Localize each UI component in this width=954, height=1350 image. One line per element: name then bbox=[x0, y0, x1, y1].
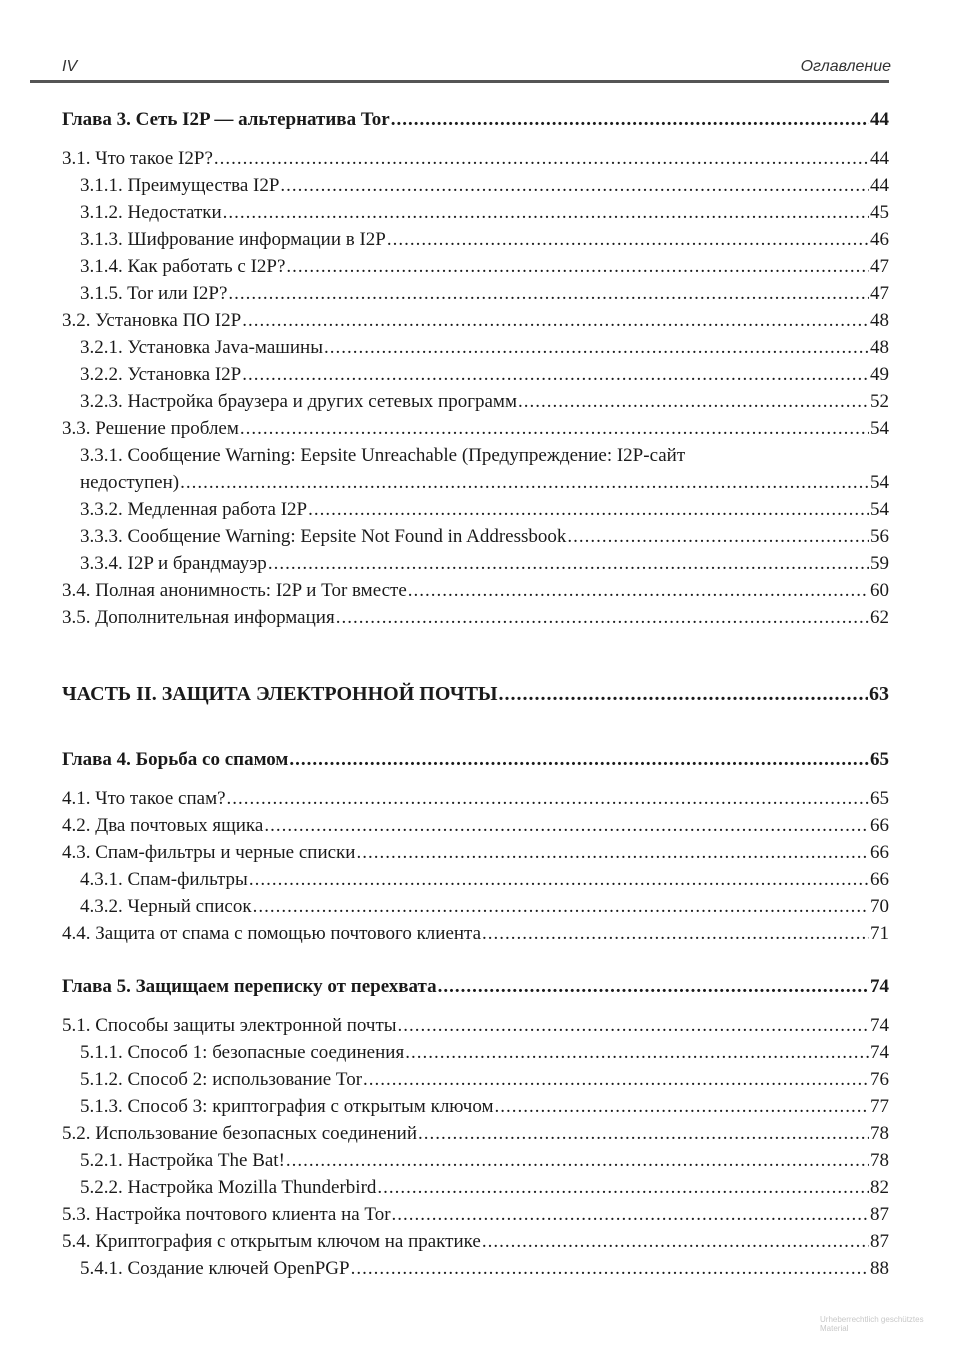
toc-entry-3-1-1[interactable]: 3.1.1. Преимущества I2P ..... 44 bbox=[62, 174, 889, 198]
toc-entry-5-1-3[interactable]: 5.1.3. Способ 3: криптография с открытым ключом ..... 77 bbox=[62, 1095, 889, 1119]
toc-entry-3-5[interactable]: 3.5. Дополнительная информация ..... 62 bbox=[62, 606, 889, 630]
toc-entry-3-3-4[interactable]: 3.3.4. I2P и брандмауэр ..... 59 bbox=[62, 552, 889, 576]
toc-entry-3-2-2[interactable]: 3.2.2. Установка I2P ..... 49 bbox=[62, 363, 889, 387]
toc-entry-5-3[interactable]: 5.3. Настройка почтового клиента на Tor ..... 87 bbox=[62, 1203, 889, 1227]
toc-entry-5-1-1[interactable]: 5.1.1. Способ 1: безопасные соединения ..... 74 bbox=[62, 1041, 889, 1065]
toc-part-2[interactable]: ЧАСТЬ II. ЗАЩИТА ЭЛЕКТРОННОЙ ПОЧТЫ ..... 63 bbox=[62, 682, 889, 706]
toc-entry-3-1-5[interactable]: 3.1.5. Tor или I2P? ..... 47 bbox=[62, 282, 889, 306]
toc-entry-3-3-2[interactable]: 3.3.2. Медленная работа I2P ..... 54 bbox=[62, 498, 889, 522]
toc-entry-3-4[interactable]: 3.4. Полная анонимность: I2P и Tor вместе ..... 60 bbox=[62, 579, 889, 603]
toc-entry-5-2-2[interactable]: 5.2.2. Настройка Mozilla Thunderbird ..... 82 bbox=[62, 1176, 889, 1200]
toc-entry-4-4[interactable]: 4.4. Защита от спама с помощью почтового клиента ..... 71 bbox=[62, 922, 889, 946]
toc-entry-3-1[interactable]: 3.1. Что такое I2P? ..... 44 bbox=[62, 147, 889, 171]
toc-entry-3-3-1[interactable]: недоступен) ..... 54 bbox=[62, 471, 889, 495]
running-title: Оглавление bbox=[800, 58, 891, 75]
toc-chapter-3[interactable]: Глава 3. Сеть I2P — альтернатива Tor ..... 44 bbox=[62, 108, 889, 132]
toc-entry-5-4-1[interactable]: 5.4.1. Создание ключей OpenPGP ..... 88 bbox=[62, 1257, 889, 1281]
toc-entry-3-3-3[interactable]: 3.3.3. Сообщение Warning: Eepsite Not Found in Addressbook ..... 56 bbox=[62, 525, 889, 549]
toc-entry-5-4[interactable]: 5.4. Криптография с открытым ключом на практике ..... 87 bbox=[62, 1230, 889, 1254]
toc-entry-3-1-4[interactable]: 3.1.4. Как работать с I2P? ..... 47 bbox=[62, 255, 889, 279]
toc-entry-3-2-1[interactable]: 3.2.1. Установка Java-машины ..... 48 bbox=[62, 336, 889, 360]
toc-entry-5-1[interactable]: 5.1. Способы защиты электронной почты ..... 74 bbox=[62, 1014, 889, 1038]
toc-entry-5-2[interactable]: 5.2. Использование безопасных соединений ..... 78 bbox=[62, 1122, 889, 1146]
toc-entry-4-1[interactable]: 4.1. Что такое спам? ..... 65 bbox=[62, 787, 889, 811]
toc-entry-3-1-2[interactable]: 3.1.2. Недостатки ..... 45 bbox=[62, 201, 889, 225]
page-number: IV bbox=[62, 58, 78, 75]
toc-chapter-5[interactable]: Глава 5. Защищаем переписку от перехвата ..... 74 bbox=[62, 975, 889, 999]
toc-entry-5-2-1[interactable]: 5.2.1. Настройка The Bat! ..... 78 bbox=[62, 1149, 889, 1173]
toc-entry-4-3[interactable]: 4.3. Спам-фильтры и черные списки ..... 66 bbox=[62, 841, 889, 865]
toc-entry-4-2[interactable]: 4.2. Два почтовых ящика ..... 66 bbox=[62, 814, 889, 838]
toc-entry-3-2-3[interactable]: 3.2.3. Настройка браузера и других сетевых программ ..... 52 bbox=[62, 390, 889, 414]
toc-entry-4-3-1[interactable]: 4.3.1. Спам-фильтры ..... 66 bbox=[62, 868, 889, 892]
toc-entry-5-1-2[interactable]: 5.1.2. Способ 2: использование Tor ..... 76 bbox=[62, 1068, 889, 1092]
page-header bbox=[62, 58, 891, 80]
toc-entry-3-1-3[interactable]: 3.1.3. Шифрование информации в I2P ..... 46 bbox=[62, 228, 889, 252]
toc-chapter-4[interactable]: Глава 4. Борьба со спамом ..... 65 bbox=[62, 748, 889, 772]
copyright-watermark: Urheberrechtlich geschütztes Material bbox=[820, 1315, 924, 1333]
header-rule bbox=[30, 80, 889, 83]
toc-entry-3-3[interactable]: 3.3. Решение проблем ..... 54 bbox=[62, 417, 889, 441]
toc-entry-4-3-2[interactable]: 4.3.2. Черный список ..... 70 bbox=[62, 895, 889, 919]
toc-entry-3-3-1-line1[interactable]: 3.3.1. Сообщение Warning: Eepsite Unreachable (Предупреждение: I2P-сайт bbox=[80, 445, 686, 466]
toc-entry-3-2[interactable]: 3.2. Установка ПО I2P ..... 48 bbox=[62, 309, 889, 333]
